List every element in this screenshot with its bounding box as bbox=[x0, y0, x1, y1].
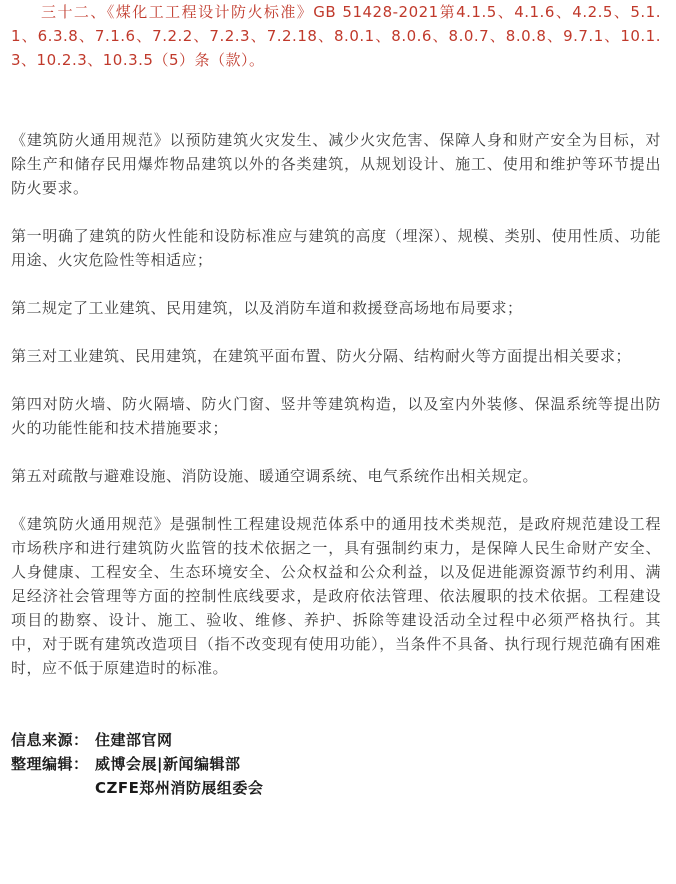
article-footer bbox=[11, 728, 661, 800]
spacer bbox=[11, 680, 661, 728]
spacer bbox=[11, 368, 661, 392]
spacer bbox=[11, 440, 661, 464]
paragraph-first: 第一明确了建筑的防火性能和设防标准应与建筑的高度（埋深）、规模、类别、使用性质、功能用途、火灾危险性等相适应； bbox=[11, 227, 661, 269]
source-value: 住建部官网 bbox=[95, 731, 173, 749]
editor-label: 整理编辑： bbox=[11, 755, 89, 773]
intro-standard-list: 三十二、《煤化工工程设计防火标准》GB 51428-2021第4.1.5、4.1.6、4.2.5、5.1.1、6.3.8、7.1.6、7.2.2、7.2.3、7.2.18、8.0.1、8.0.6、8.0.7、8.0.8、9.7.1、10.1.3、10.2.3、10.3.5（5）条（款）。 bbox=[11, 3, 661, 69]
spacer bbox=[11, 320, 661, 344]
paragraph-fifth: 第五对疏散与避难设施、消防设施、暖通空调系统、电气系统作出相关规定。 bbox=[11, 467, 539, 485]
source-label: 信息来源： bbox=[11, 731, 89, 749]
spacer bbox=[11, 72, 661, 128]
spacer bbox=[11, 272, 661, 296]
paragraph-third: 第三对工业建筑、民用建筑，在建筑平面布置、防火分隔、结构耐火等方面提出相关要求； bbox=[11, 347, 632, 365]
spacer bbox=[11, 200, 661, 224]
spacer bbox=[11, 488, 661, 512]
paragraph-fourth: 第四对防火墙、防火隔墙、防火门窗、竖井等建筑构造，以及室内外装修、保温系统等提出防火的功能性能和技术措施要求； bbox=[11, 395, 661, 437]
organizer-name: CZFE郑州消防展组委会 bbox=[95, 779, 264, 797]
paragraph-second: 第二规定了工业建筑、民用建筑，以及消防车道和救援登高场地布局要求； bbox=[11, 299, 523, 317]
paragraph-overview: 《建筑防火通用规范》以预防建筑火灾发生、减少火灾危害、保障人身和财产安全为目标，对除生产和储存民用爆炸物品建筑以外的各类建筑，从规划设计、施工、使用和维护等环节提出防火要求。 bbox=[11, 131, 661, 197]
source-row bbox=[11, 728, 661, 752]
editor-row bbox=[11, 752, 661, 776]
article-body bbox=[11, 0, 661, 800]
editor-value: 威博会展|新闻编辑部 bbox=[95, 755, 241, 773]
paragraph-conclusion: 《建筑防火通用规范》是强制性工程建设规范体系中的通用技术类规范，是政府规范建设工程市场秩序和进行建筑防火监管的技术依据之一，具有强制约束力，是保障人民生命财产安全、人身健康、工程安全、生态环境安全、公众权益和公众利益，以及促进能源资源节约利用、满足经济社会管理等方面的控制性底线要求，是政府依法管理、依法履职的技术依据。工程建设项目的勘察、设计、施工、验收、维修、养护、拆除等建设活动全过程中必须严格执行。其中，对于既有建筑改造项目（指不改变现有使用功能），当条件不具备、执行现行规范确有困难时，应不低于原建造时的标准。 bbox=[11, 515, 661, 677]
